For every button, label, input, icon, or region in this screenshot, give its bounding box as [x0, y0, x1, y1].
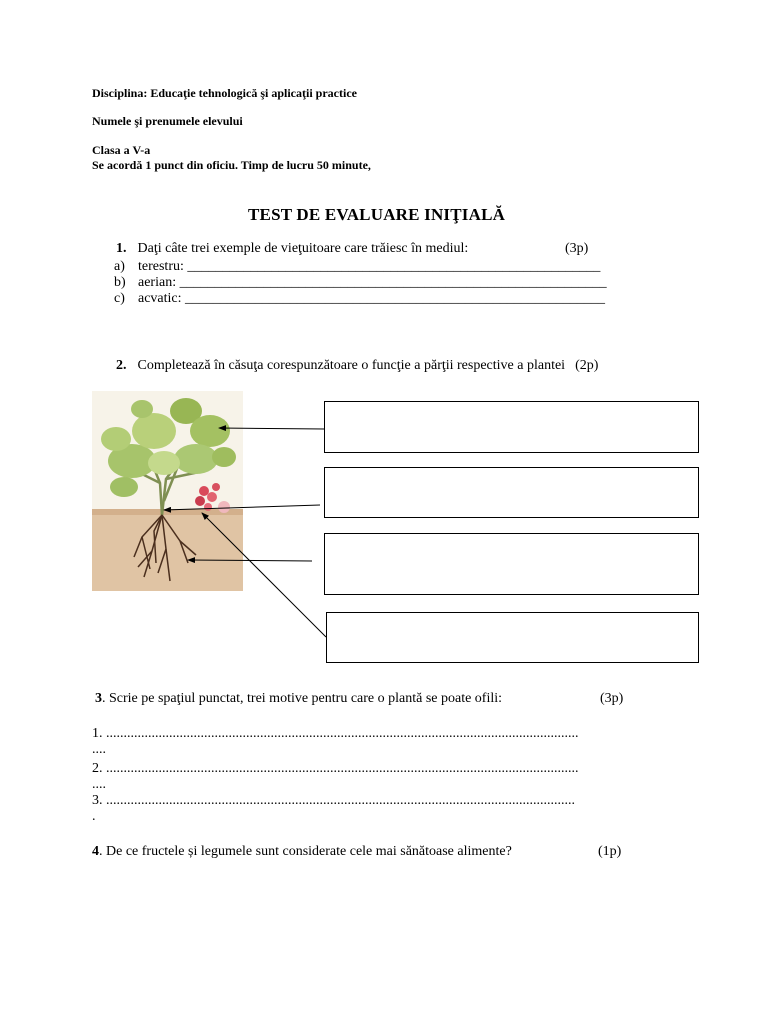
q3-answer-line-3[interactable]: 3. ......................................................................................................................................: [92, 793, 575, 808]
q3-prompt: 3. Scrie pe spaţiul punctat, trei motive pentru care o plantă se poate ofili:: [95, 691, 503, 706]
q1-points: (3p): [565, 241, 589, 256]
answer-box-leaves[interactable]: [324, 401, 699, 453]
q1-prompt: [116, 241, 468, 257]
q3-answer-line-1-cont: ....: [92, 742, 106, 757]
q3-points: (3p): [600, 691, 624, 706]
q1-item-label: a): [114, 259, 125, 274]
q4-text: De ce fructele și legumele sunt considerate cele mai sănătoase alimente?: [106, 844, 512, 859]
soil: [92, 509, 243, 591]
q1-answer-line[interactable]: terestru: ___________________________________________________________: [138, 259, 601, 274]
q1-text: Daţi câte trei exemple de vieţuitoare care trăiesc în mediul:: [137, 241, 469, 256]
q1-item-a: [114, 259, 600, 275]
answer-box-root[interactable]: [324, 533, 699, 595]
q4-points: (1p): [598, 844, 622, 859]
q3-answer-line-1[interactable]: 1. .......................................................................................................................................: [92, 726, 579, 741]
q3-answer-line-2[interactable]: 2. .......................................................................................................................................: [92, 761, 579, 776]
discipline-line: Disciplina: Educaţie tehnologică şi aplicaţii practice: [92, 86, 357, 100]
q4-prompt: 4. De ce fructele și legumele sunt considerate cele mai sănătoase alimente?: [92, 844, 512, 859]
q3-text: Scrie pe spaţiul punctat, trei motive pentru care o plantă se poate ofili:: [109, 691, 503, 706]
q2-number: 2.: [116, 358, 127, 373]
q3-answer-line-3-cont: .: [92, 809, 96, 824]
q1-answer-line[interactable]: aerian: _____________________________________________________________: [138, 275, 607, 290]
q3-number: 3: [95, 691, 102, 706]
time-note: Se acordă 1 punct din oficiu. Timp de lucru 50 minute,: [92, 158, 371, 172]
q1-item-label: c): [114, 291, 125, 306]
q4-number: 4: [92, 844, 99, 859]
q2-points: (2p): [575, 358, 599, 373]
q3-answer-line-2-cont: ....: [92, 777, 106, 792]
q1-item-label: b): [114, 275, 126, 290]
q1-number: 1.: [116, 241, 127, 256]
answer-box-stem[interactable]: [324, 467, 699, 518]
q1-answer-line[interactable]: acvatic: ____________________________________________________________: [138, 291, 606, 306]
page-title: TEST DE EVALUARE INIŢIALĂ: [248, 205, 506, 224]
plant-drawing: [92, 391, 243, 591]
q2-prompt: [116, 358, 598, 374]
plant-illustration: [92, 391, 243, 591]
student-name-line: Numele şi prenumele elevului: [92, 114, 243, 128]
q1-item-b: [114, 275, 607, 291]
q2-text: Completează în căsuţa corespunzătoare o funcţie a părţii respective a plantei: [137, 358, 566, 373]
class-line: Clasa a V-a: [92, 143, 151, 157]
answer-box-fruit[interactable]: [326, 612, 699, 663]
q1-item-c: [114, 291, 605, 307]
